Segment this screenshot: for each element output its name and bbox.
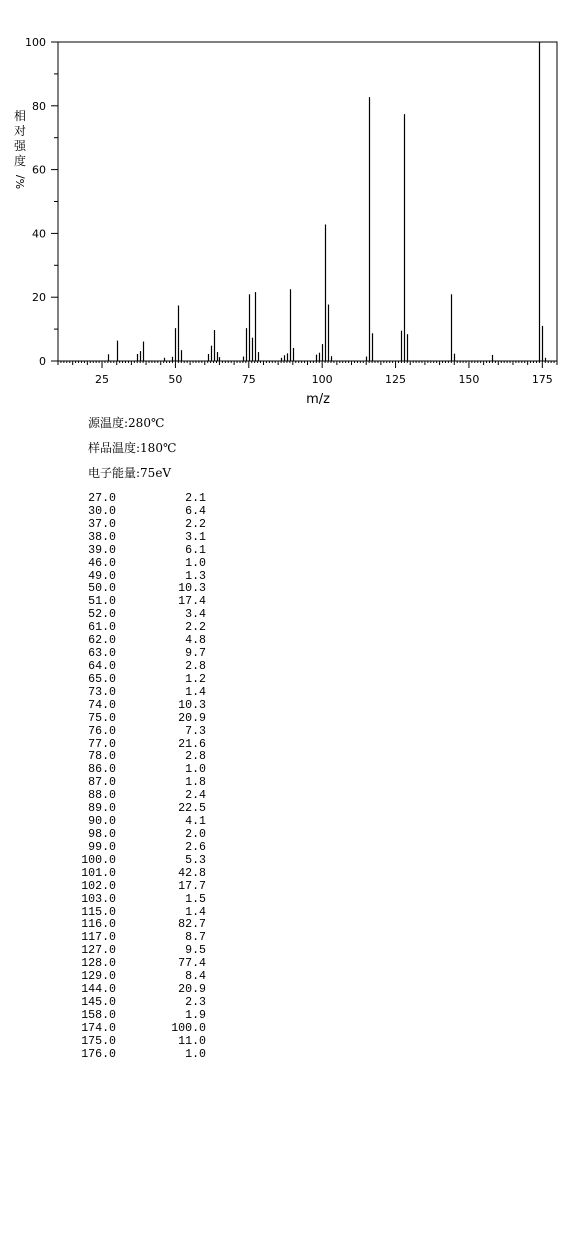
peak-row bbox=[74, 493, 214, 506]
peak-intensity: 9.7 bbox=[185, 647, 206, 661]
peak-intensity: 20.9 bbox=[178, 711, 206, 725]
peak-mz: 98.0 bbox=[88, 827, 116, 841]
peak-mz: 128.0 bbox=[81, 957, 116, 971]
peak-row bbox=[74, 700, 214, 713]
peak-row bbox=[74, 558, 214, 571]
peak-mz: 73.0 bbox=[88, 685, 116, 699]
peak-mz: 75.0 bbox=[88, 711, 116, 725]
peak-mz: 88.0 bbox=[88, 789, 116, 803]
peak-mz: 51.0 bbox=[88, 595, 116, 609]
peak-intensity: 10.3 bbox=[178, 582, 206, 596]
peak-mz: 158.0 bbox=[81, 1008, 116, 1022]
peak-mz: 38.0 bbox=[88, 530, 116, 544]
peak-row bbox=[74, 881, 214, 894]
x-tick-label: 150 bbox=[458, 373, 480, 386]
y-tick-label: 60 bbox=[32, 163, 46, 177]
peak-mz: 61.0 bbox=[88, 621, 116, 635]
peak-intensity: 6.1 bbox=[185, 543, 206, 557]
peak-mz: 102.0 bbox=[81, 879, 116, 893]
peak-intensity: 20.9 bbox=[178, 983, 206, 997]
peak-row bbox=[74, 1023, 214, 1036]
plot-frame bbox=[58, 42, 557, 361]
peak-row bbox=[74, 506, 214, 519]
y-tick-label: 80 bbox=[32, 99, 46, 113]
peak-row bbox=[74, 713, 214, 726]
peak-mz: 144.0 bbox=[81, 983, 116, 997]
peak-intensity: 3.4 bbox=[185, 608, 206, 622]
peak-intensity: 77.4 bbox=[178, 957, 206, 971]
peak-row bbox=[74, 842, 214, 855]
peak-mz: 101.0 bbox=[81, 866, 116, 880]
peak-intensity: 2.3 bbox=[185, 995, 206, 1009]
peak-intensity: 4.8 bbox=[185, 634, 206, 648]
peak-intensity: 6.4 bbox=[185, 504, 206, 518]
peak-mz: 175.0 bbox=[81, 1034, 116, 1048]
peak-intensity: 2.6 bbox=[185, 840, 206, 854]
peak-row bbox=[74, 532, 214, 545]
peak-intensity: 8.7 bbox=[185, 931, 206, 945]
peak-row bbox=[74, 545, 214, 558]
peak-mz: 63.0 bbox=[88, 647, 116, 661]
peak-mz: 46.0 bbox=[88, 556, 116, 570]
peak-mz: 65.0 bbox=[88, 672, 116, 686]
peak-intensity: 2.0 bbox=[185, 827, 206, 841]
peak-mz: 117.0 bbox=[81, 931, 116, 945]
peak-intensity: 11.0 bbox=[178, 1034, 206, 1048]
x-axis-label: m/z bbox=[306, 392, 330, 407]
peak-intensity: 2.8 bbox=[185, 750, 206, 764]
peak-row bbox=[74, 894, 214, 907]
x-tick-label: 100 bbox=[311, 373, 333, 386]
peak-mz: 90.0 bbox=[88, 815, 116, 829]
peak-mz: 103.0 bbox=[81, 892, 116, 906]
peak-intensity: 2.2 bbox=[185, 621, 206, 635]
peak-intensity: 4.1 bbox=[185, 815, 206, 829]
peak-row bbox=[74, 984, 214, 997]
peak-intensity: 1.4 bbox=[185, 905, 206, 919]
peak-intensity: 2.4 bbox=[185, 789, 206, 803]
y-tick-label: 0 bbox=[39, 355, 46, 368]
electron-energy: 电子能量:75eV bbox=[88, 466, 172, 480]
peak-row bbox=[74, 1036, 214, 1049]
source-temperature: 源温度:280℃ bbox=[88, 416, 165, 430]
peak-intensity: 21.6 bbox=[178, 737, 206, 751]
peak-mz: 115.0 bbox=[81, 905, 116, 919]
peak-intensity: 17.4 bbox=[178, 595, 206, 609]
y-tick-label: 100 bbox=[25, 36, 46, 49]
peak-mz: 145.0 bbox=[81, 995, 116, 1009]
peak-mz: 116.0 bbox=[81, 918, 116, 932]
peak-mz: 100.0 bbox=[81, 853, 116, 867]
peak-mz: 127.0 bbox=[81, 944, 116, 958]
peak-mz: 52.0 bbox=[88, 608, 116, 622]
peak-mz: 77.0 bbox=[88, 737, 116, 751]
peak-intensity: 7.3 bbox=[185, 724, 206, 738]
peak-row bbox=[74, 661, 214, 674]
peak-intensity: 17.7 bbox=[178, 879, 206, 893]
peak-mz: 37.0 bbox=[88, 517, 116, 531]
peak-intensity: 1.4 bbox=[185, 685, 206, 699]
peak-mz: 86.0 bbox=[88, 763, 116, 777]
peak-mz: 87.0 bbox=[88, 776, 116, 790]
peak-row bbox=[74, 868, 214, 881]
peak-intensity: 100.0 bbox=[171, 1021, 206, 1035]
peak-intensity: 2.2 bbox=[185, 517, 206, 531]
y-tick-label: 20 bbox=[32, 291, 46, 305]
peak-intensity: 42.8 bbox=[178, 866, 206, 880]
peak-mz: 129.0 bbox=[81, 970, 116, 984]
peak-intensity: 1.3 bbox=[185, 569, 206, 583]
peak-mz: 30.0 bbox=[88, 504, 116, 518]
peak-intensity: 2.8 bbox=[185, 659, 206, 673]
x-tick-label: 125 bbox=[385, 373, 407, 386]
peak-intensity: 1.0 bbox=[185, 556, 206, 570]
y-tick-label: 40 bbox=[32, 227, 46, 241]
sample-temperature: 样品温度:180℃ bbox=[88, 441, 177, 455]
x-tick-label: 25 bbox=[95, 373, 110, 386]
peak-mz: 39.0 bbox=[88, 543, 116, 557]
peak-mz: 50.0 bbox=[88, 582, 116, 596]
peak-row bbox=[74, 1049, 214, 1062]
peak-row bbox=[74, 674, 214, 687]
peak-row bbox=[74, 519, 214, 532]
peak-mz: 62.0 bbox=[88, 634, 116, 648]
chart-bars bbox=[109, 42, 546, 361]
peak-row bbox=[74, 855, 214, 868]
peak-intensity: 1.2 bbox=[185, 672, 206, 686]
peak-intensity: 22.5 bbox=[178, 802, 206, 816]
peak-intensity: 5.3 bbox=[185, 853, 206, 867]
peak-mz: 64.0 bbox=[88, 659, 116, 673]
peak-row bbox=[74, 997, 214, 1010]
peak-intensity: 3.1 bbox=[185, 530, 206, 544]
peak-intensity: 1.0 bbox=[185, 763, 206, 777]
peak-intensity: 2.1 bbox=[185, 492, 206, 505]
peak-mz: 174.0 bbox=[81, 1021, 116, 1035]
peak-row bbox=[74, 687, 214, 700]
peak-intensity: 8.4 bbox=[185, 970, 206, 984]
peak-mz: 176.0 bbox=[81, 1047, 116, 1061]
peak-intensity: 1.9 bbox=[185, 1008, 206, 1022]
peak-row bbox=[74, 726, 214, 739]
peak-mz: 89.0 bbox=[88, 802, 116, 816]
peak-intensity: 1.5 bbox=[185, 892, 206, 906]
y-axis-label: 相对强度 bbox=[13, 109, 27, 168]
y-axis-unit: %/ bbox=[14, 174, 27, 190]
peak-mz: 78.0 bbox=[88, 750, 116, 764]
x-tick-label: 75 bbox=[241, 373, 256, 386]
peak-mz: 27.0 bbox=[88, 492, 116, 505]
peak-intensity: 9.5 bbox=[185, 944, 206, 958]
peak-mz: 99.0 bbox=[88, 840, 116, 854]
peak-mz: 74.0 bbox=[88, 698, 116, 712]
peak-intensity: 1.8 bbox=[185, 776, 206, 790]
peak-intensity: 1.0 bbox=[185, 1047, 206, 1061]
mass-spectrum-chart bbox=[0, 0, 570, 410]
chart-axes bbox=[58, 42, 557, 361]
peak-row bbox=[74, 1010, 214, 1023]
x-tick-label: 50 bbox=[168, 373, 183, 386]
peak-intensity: 82.7 bbox=[178, 918, 206, 932]
peak-mz: 76.0 bbox=[88, 724, 116, 738]
peak-mz: 49.0 bbox=[88, 569, 116, 583]
peak-row bbox=[74, 829, 214, 842]
peak-table bbox=[74, 493, 214, 1062]
x-tick-label: 175 bbox=[531, 373, 553, 386]
peak-intensity: 10.3 bbox=[178, 698, 206, 712]
